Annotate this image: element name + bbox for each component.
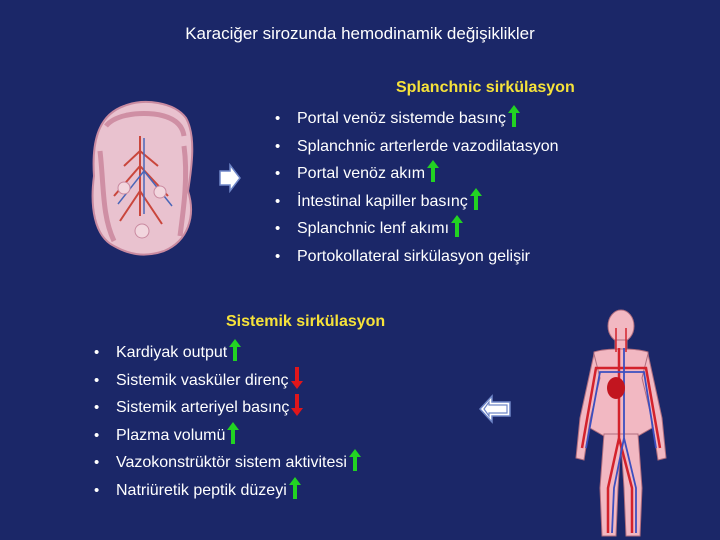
systemic-item: • Kardiyak output xyxy=(94,339,361,367)
up-arrow-icon xyxy=(349,449,361,471)
systemic-item: • Vazokonstrüktör sistem aktivitesi xyxy=(94,449,361,477)
splanchnic-item: • Portal venöz sistemde basınç xyxy=(275,105,558,133)
hollow-right-arrow-icon xyxy=(218,163,242,193)
splanchnic-heading: Splanchnic sirkülasyon xyxy=(396,79,575,96)
splanchnic-item: • Portal venöz akım xyxy=(275,160,558,188)
splanchnic-item: • Splanchnic arterlerde vazodilatasyon xyxy=(275,133,558,161)
up-arrow-icon xyxy=(229,339,241,361)
intestine-illustration xyxy=(84,96,199,261)
systemic-item: • Sistemik arteriyel basınç xyxy=(94,394,361,422)
up-arrow-icon xyxy=(451,215,463,237)
up-arrow-icon xyxy=(470,188,482,210)
splanchnic-item: • İntestinal kapiller basınç xyxy=(275,188,558,216)
up-arrow-icon xyxy=(289,477,301,499)
systemic-item: • Sistemik vasküler direnç xyxy=(94,367,361,395)
systemic-heading: Sistemik sirkülasyon xyxy=(226,313,386,330)
splanchnic-list xyxy=(275,105,558,270)
hollow-left-arrow-icon xyxy=(478,394,512,424)
down-arrow-icon xyxy=(291,367,303,389)
up-arrow-icon xyxy=(427,160,439,182)
slide-title: Karaciğer sirozunda hemodinamik değişiklikler xyxy=(185,24,535,43)
systemic-item: • Plazma volumü xyxy=(94,422,361,450)
splanchnic-item: • Splanchnic lenf akımı xyxy=(275,215,558,243)
down-arrow-icon xyxy=(291,394,303,416)
up-arrow-icon xyxy=(508,105,520,127)
splanchnic-item: • Portokollateral sirkülasyon gelişir xyxy=(275,243,558,271)
systemic-item: • Natriüretik peptik düzeyi xyxy=(94,477,361,505)
systemic-list xyxy=(94,339,361,504)
circulatory-system-illustration xyxy=(566,308,676,540)
up-arrow-icon xyxy=(227,422,239,444)
